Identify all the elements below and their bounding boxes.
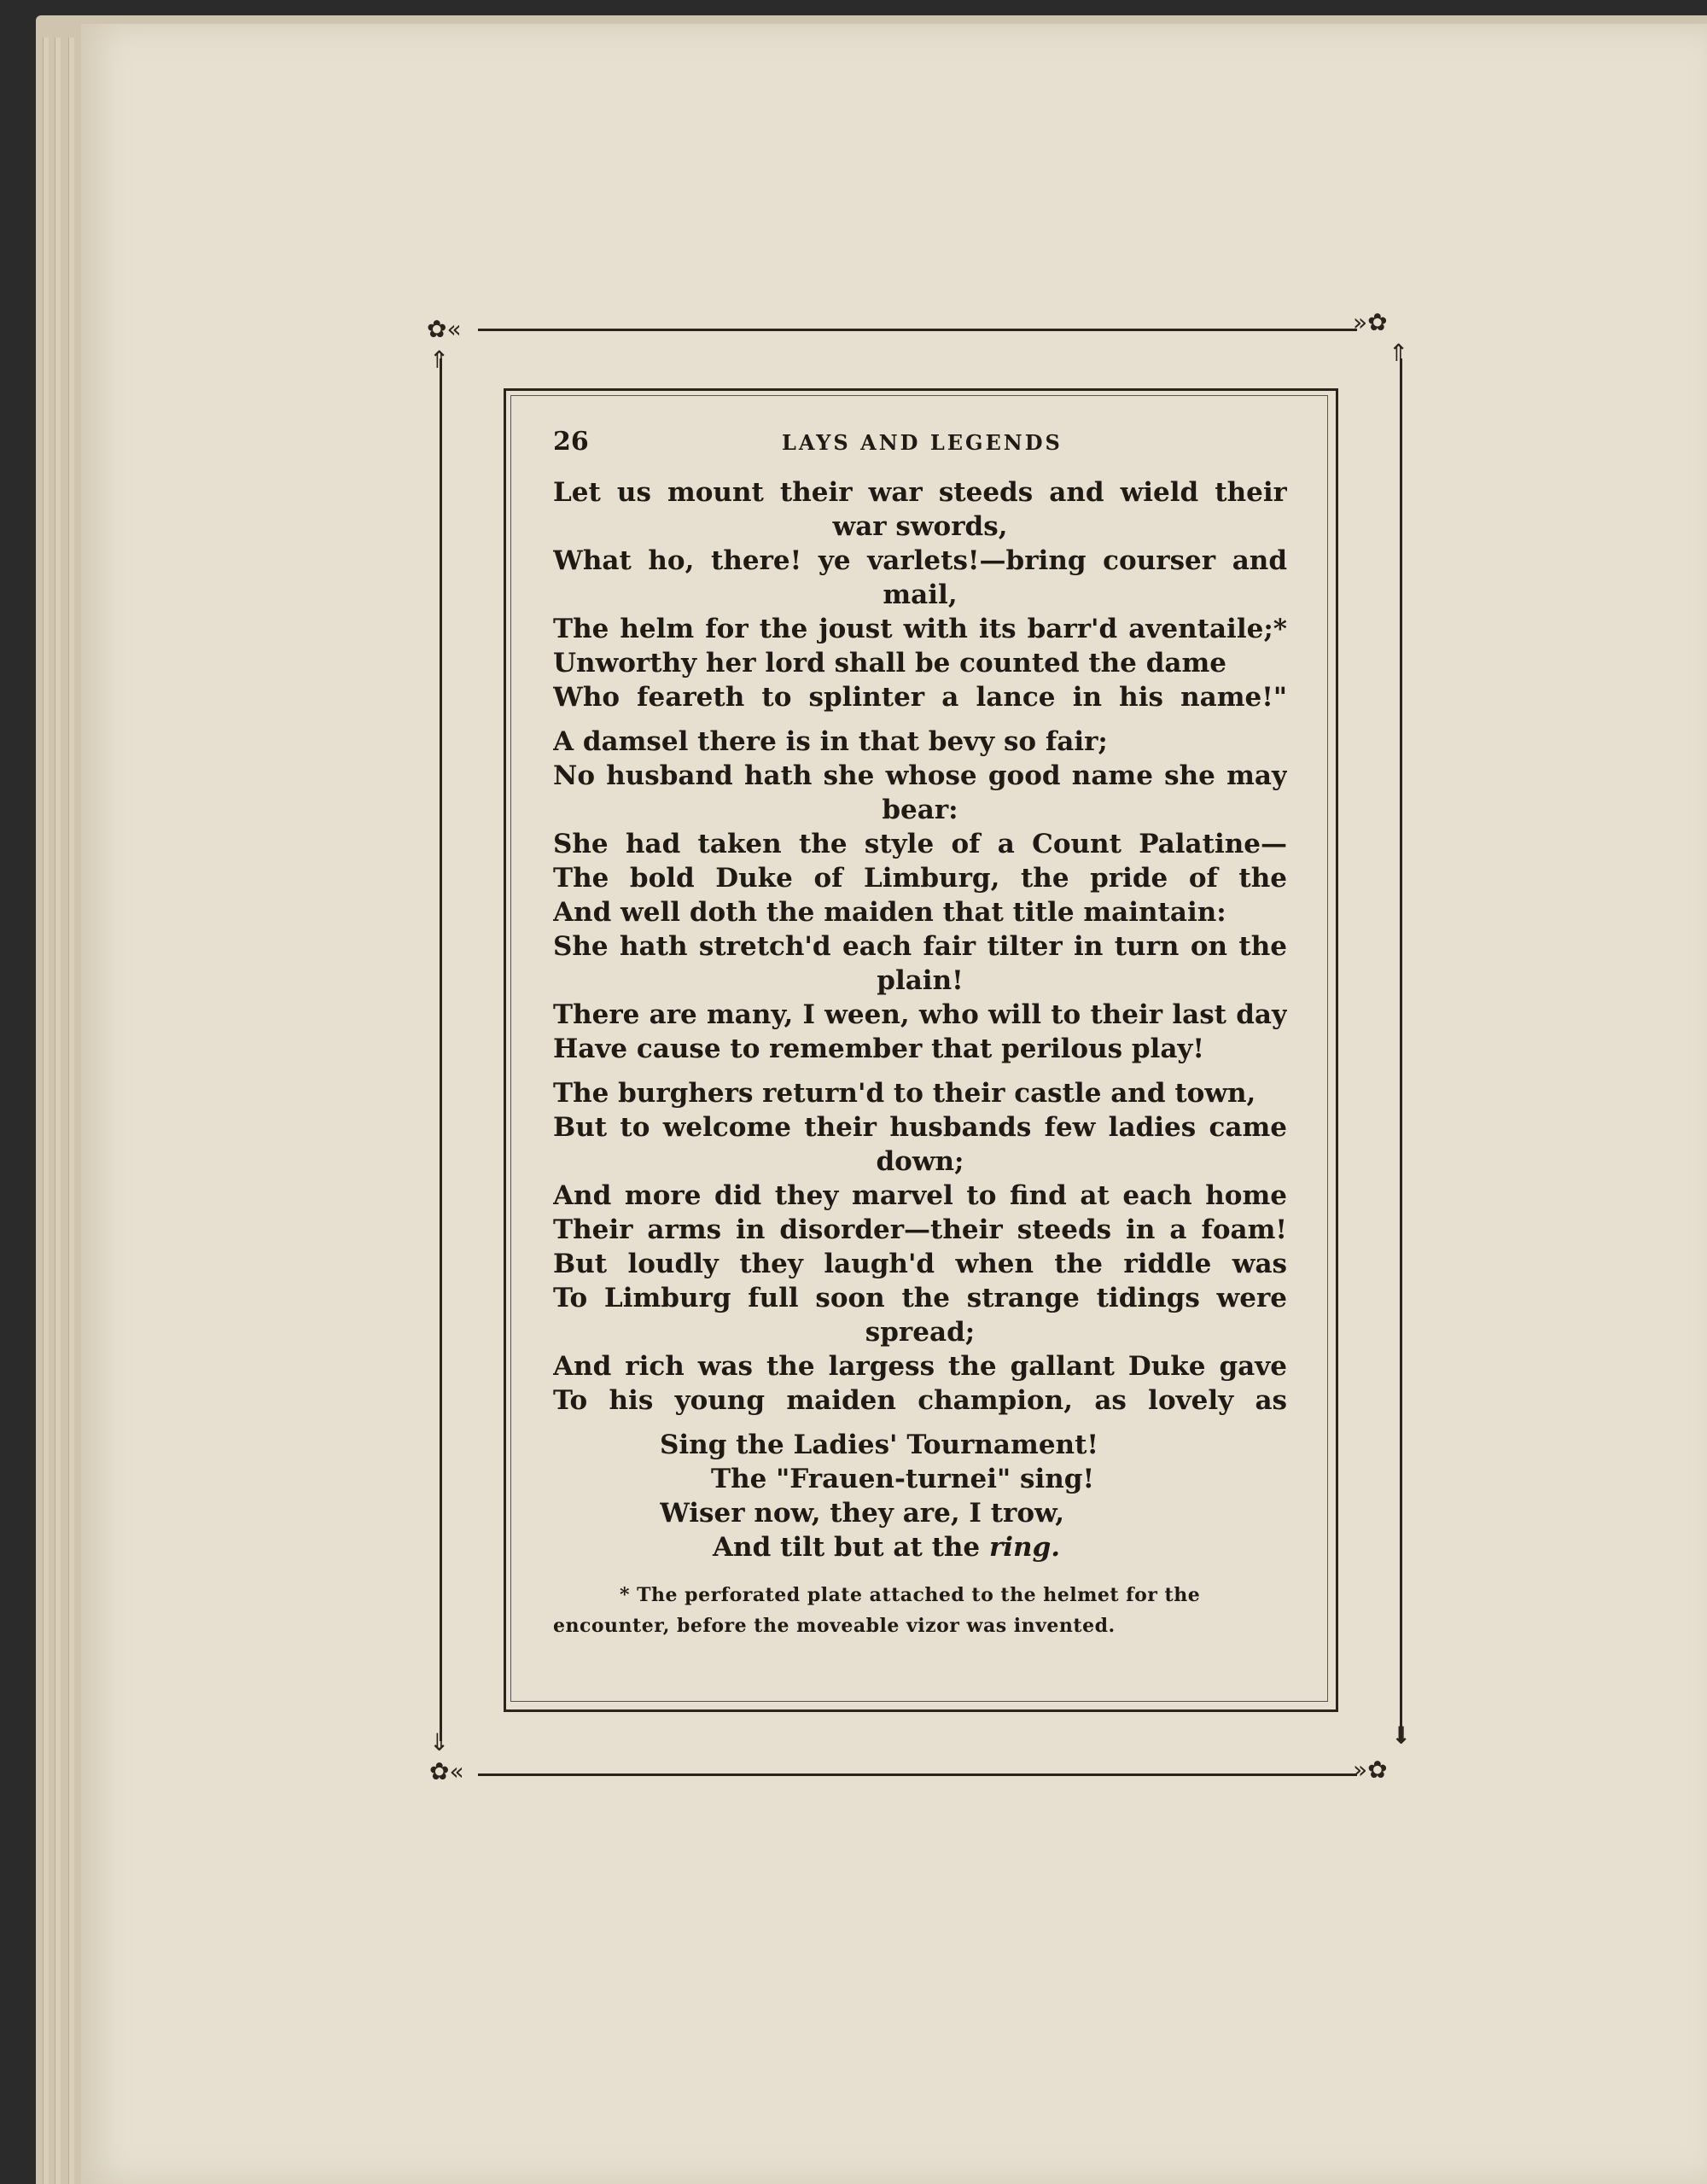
poem-line: Let us mount their war steeds and wield their [553,477,1287,508]
poem-line: plain! [877,965,964,996]
arrow-up-left-icon: ⇑ [429,346,450,374]
fleuron-bottom-left-icon: ✿« [429,1757,464,1785]
frame-bottom-rule [478,1773,1357,1776]
poem-line: She hath stretch'd each fair tilter in turn on the [553,931,1287,962]
poem-line: No husband hath she whose good name she may [553,760,1287,791]
footnote-line: encounter, before the moveable vizor was invented. [553,1615,1116,1637]
poem-line: To Limburg full soon the strange tidings were [553,1283,1287,1313]
poem-line: What ho, there! ye varlets!—bring courser and [553,545,1287,576]
stanza [553,725,1287,1066]
refrain-line: Wiser now, they are, I trow, [660,1498,1064,1529]
poem-line: spread; [865,1317,976,1348]
page-header [553,427,1287,457]
poem-line: Have cause to remember that perilous play! [553,1034,1205,1064]
refrain-line [660,1530,1287,1564]
poem-line: down; [876,1146,964,1177]
poem-line: And rich was the largess the gallant Duke gave [553,1351,1287,1382]
poem-line: The helm for the joust with its barr'd aventaile;* [553,614,1287,644]
page-text [553,427,1287,1641]
poem-line: Who feareth to splinter a lance in his name!" [553,682,1287,713]
frame-top-rule [478,329,1357,331]
poem-line: And well doth the maiden that title maintain: [553,897,1226,928]
poem-line: Their arms in disorder—their steeds in a foam! [553,1214,1287,1245]
refrain [660,1428,1287,1564]
poem-line: She had taken the style of a Count Palatine— [553,829,1287,859]
refrain-line: The "Frauen-turnei" sing! [711,1464,1095,1494]
page-edge [68,38,74,2184]
poem-line: war swords, [832,511,1008,542]
page-number: 26 [553,427,589,457]
fleuron-bottom-right-icon: »✿ [1353,1756,1388,1784]
poem-line: The burghers return'd to their castle and town, [553,1078,1256,1109]
poem-line: A damsel there is in that bevy so fair; [553,726,1108,757]
poem-line: bear: [882,795,958,825]
stanza [553,475,1287,714]
fleuron-top-left-icon: ✿« [427,315,462,343]
poem-line: There are many, I ween, who will to their last day [553,999,1287,1030]
refrain-line: Sing the Ladies' Tournament! [660,1430,1099,1460]
refrain-italic-word: ring. [988,1532,1061,1563]
poem-line: Unworthy her lord shall be counted the dame [553,648,1226,678]
poem-body [553,475,1287,1418]
poem-line: And more did they marvel to find at each home [553,1180,1287,1211]
arrow-down-left-icon: ⇓ [429,1728,450,1756]
fleuron-top-right-icon: »✿ [1353,308,1388,336]
poem-line: mail, [883,579,958,610]
poem-line: But to welcome their husbands few ladies came [553,1112,1287,1143]
page-edge [55,38,61,2184]
arrow-up-right-icon: ⇑ [1389,339,1409,367]
footnote [553,1580,1287,1641]
arrow-down-right-icon: ⇓ [1391,1721,1412,1750]
poem-line: But loudly they laugh'd when the riddle was [553,1249,1287,1279]
footnote-line: * The perforated plate attached to the helmet for the [620,1584,1201,1606]
page-edge [43,38,49,2184]
stanza [553,1076,1287,1418]
poem-line: To his young maiden champion, as lovely as [553,1385,1287,1416]
refrain-line-text: And tilt but at the [713,1532,981,1563]
running-head: LAYS AND LEGENDS [782,430,1063,455]
poem-line: The bold Duke of Limburg, the pride of the [553,863,1287,894]
